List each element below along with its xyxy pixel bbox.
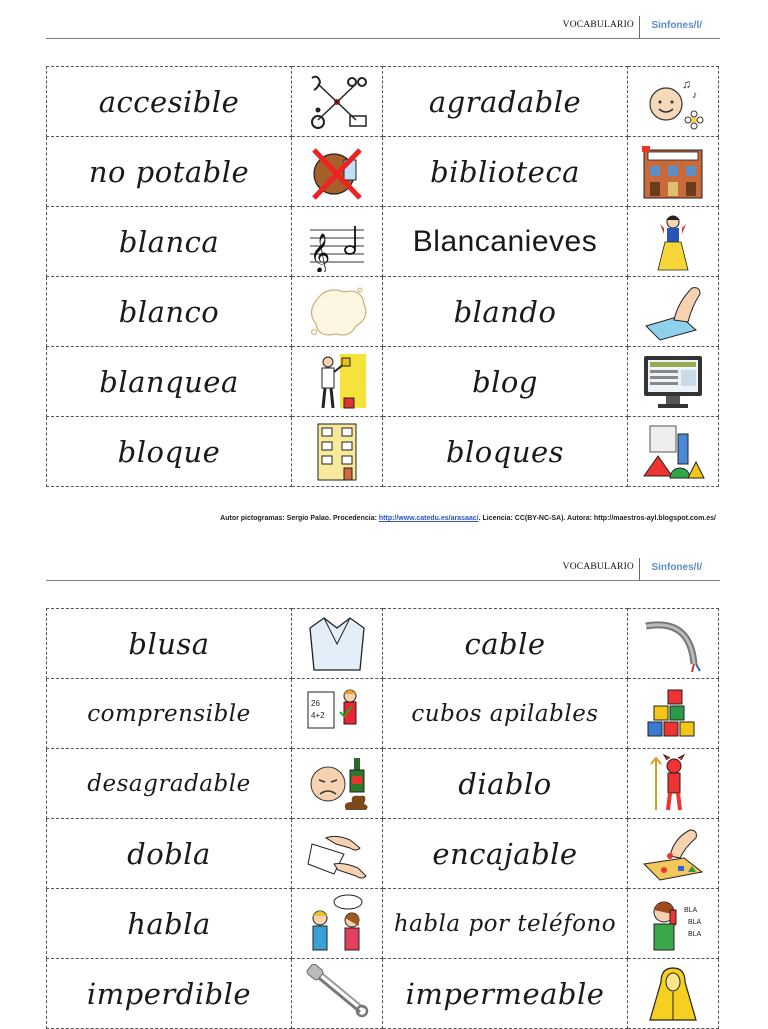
word-cell — [383, 679, 628, 749]
svg-text:BLA: BLA — [688, 930, 702, 938]
word-cell — [383, 609, 628, 679]
credit-prefix: Autor pictogramas: Sergio Palao. Procedencia: — [220, 515, 379, 522]
credit-line — [220, 515, 716, 522]
table-row — [47, 67, 719, 137]
word-cell — [383, 889, 628, 959]
cable-icon — [640, 614, 706, 674]
header-divider — [639, 558, 640, 580]
word-label: blanca — [118, 224, 220, 259]
table-row — [47, 749, 719, 819]
pictogram-cell — [628, 889, 719, 959]
pictogram-cell — [628, 609, 719, 679]
word-label: bloques — [445, 434, 565, 469]
painter-icon — [304, 352, 370, 412]
word-label: blanquea — [99, 364, 239, 399]
header-label: VOCABULARIO — [562, 562, 634, 572]
safety-pin-icon — [304, 964, 370, 1024]
word-cell — [47, 889, 292, 959]
girl-on-phone-icon — [640, 894, 706, 954]
table-row — [47, 609, 719, 679]
word-cell — [383, 417, 628, 487]
raincoat-icon — [640, 964, 706, 1024]
computer-monitor-icon — [640, 352, 706, 412]
vocab-table — [46, 66, 719, 487]
pictogram-cell — [628, 819, 719, 889]
pictogram-cell — [628, 137, 719, 207]
svg-text:26: 26 — [311, 698, 320, 708]
word-label: habla — [127, 906, 211, 941]
pictogram-cell — [628, 959, 719, 1029]
word-label: blanco — [118, 294, 220, 329]
table-row — [47, 959, 719, 1029]
word-label: cubos apilables — [411, 700, 599, 727]
stacked-cubes-icon — [640, 684, 706, 744]
word-cell — [47, 417, 292, 487]
word-label: dobla — [127, 836, 211, 871]
word-cell — [47, 137, 292, 207]
word-label: impermeable — [405, 976, 605, 1011]
happy-face-icon — [640, 72, 706, 132]
word-cell — [47, 609, 292, 679]
word-cell — [383, 137, 628, 207]
word-label: blando — [453, 294, 557, 329]
svg-text:𝄞: 𝄞 — [310, 233, 331, 272]
word-cell — [383, 819, 628, 889]
svg-text:♫: ♫ — [682, 76, 691, 91]
word-label: comprensible — [87, 700, 251, 727]
word-label: agradable — [428, 84, 582, 119]
word-label: cable — [464, 626, 546, 661]
word-label: accesible — [98, 84, 240, 119]
svg-text:BLA: BLA — [688, 918, 702, 926]
snow-white-icon — [640, 212, 706, 272]
vocab-table — [46, 608, 719, 1029]
word-cell — [47, 679, 292, 749]
table-row — [47, 347, 719, 417]
word-label: Blancanieves — [412, 224, 598, 258]
pictogram-cell — [628, 347, 719, 417]
shape-sorter-icon — [640, 824, 706, 884]
pictogram-cell — [292, 959, 383, 1029]
word-cell — [47, 347, 292, 417]
credit-suffix: . Licencia: CC(BY-NC-SA). Autora: http://maestros-ayl.blogspot.com.es/ — [478, 515, 716, 522]
table-row — [47, 679, 719, 749]
word-label: no potable — [88, 154, 250, 189]
pictogram-cell — [292, 417, 383, 487]
pictogram-cell — [628, 679, 719, 749]
word-label: encajable — [432, 836, 578, 871]
table-row — [47, 819, 719, 889]
page-header — [46, 548, 720, 581]
word-cell — [383, 347, 628, 417]
pictogram-cell — [292, 207, 383, 277]
white-blob-icon — [304, 282, 370, 342]
word-label: desagradable — [87, 770, 251, 797]
word-cell — [47, 749, 292, 819]
pictogram-cell — [628, 277, 719, 347]
svg-text:BLA: BLA — [684, 906, 698, 914]
header-series: Sinfones/l/ — [651, 20, 702, 31]
disgusted-face-icon — [304, 754, 370, 814]
pictogram-cell — [292, 347, 383, 417]
pictogram-cell — [292, 679, 383, 749]
word-cell — [383, 67, 628, 137]
blouse-icon — [304, 614, 370, 674]
pictogram-cell — [628, 417, 719, 487]
header-label: VOCABULARIO — [562, 20, 634, 30]
word-label: biblioteca — [430, 154, 580, 189]
accessibility-icon — [304, 72, 370, 132]
pictogram-cell — [292, 277, 383, 347]
word-cell — [47, 207, 292, 277]
word-cell — [383, 959, 628, 1029]
word-label: blusa — [128, 626, 210, 661]
pictogram-cell — [292, 67, 383, 137]
pictogram-cell — [292, 137, 383, 207]
pictogram-cell — [628, 207, 719, 277]
no-drink-icon — [304, 142, 370, 202]
page-header — [46, 6, 720, 39]
header-divider — [639, 16, 640, 38]
table-row — [47, 137, 719, 207]
pictogram-cell — [628, 749, 719, 819]
table-row — [47, 277, 719, 347]
two-people-talking-icon — [304, 894, 370, 954]
word-cell — [47, 959, 292, 1029]
devil-icon — [640, 754, 706, 814]
header-series: Sinfones/l/ — [651, 562, 702, 573]
hands-folding-paper-icon — [304, 824, 370, 884]
musical-note-icon — [304, 212, 370, 272]
word-cell — [47, 67, 292, 137]
svg-text:♪: ♪ — [692, 89, 697, 101]
word-label: imperdible — [86, 976, 252, 1011]
word-label: diablo — [458, 766, 552, 801]
apartment-block-icon — [304, 422, 370, 482]
word-label: bloque — [117, 434, 221, 469]
table-row — [47, 417, 719, 487]
svg-text:4+2: 4+2 — [311, 710, 325, 720]
pictogram-cell — [292, 609, 383, 679]
table-row — [47, 889, 719, 959]
word-cell — [383, 207, 628, 277]
word-cell — [383, 277, 628, 347]
library-building-icon — [640, 142, 706, 202]
word-cell — [383, 749, 628, 819]
building-blocks-icon — [640, 422, 706, 482]
pictogram-cell — [292, 819, 383, 889]
girl-reading-chart-icon — [304, 684, 370, 744]
pictogram-cell — [292, 749, 383, 819]
word-label: habla por teléfono — [393, 910, 617, 937]
hand-pressing-sponge-icon — [640, 282, 706, 342]
word-cell — [47, 277, 292, 347]
table-row — [47, 207, 719, 277]
credit-link[interactable]: http://www.catedu.es/arasaac/ — [378, 515, 479, 522]
pictogram-cell — [292, 889, 383, 959]
word-label: blog — [472, 364, 538, 399]
word-cell — [47, 819, 292, 889]
pictogram-cell — [628, 67, 719, 137]
